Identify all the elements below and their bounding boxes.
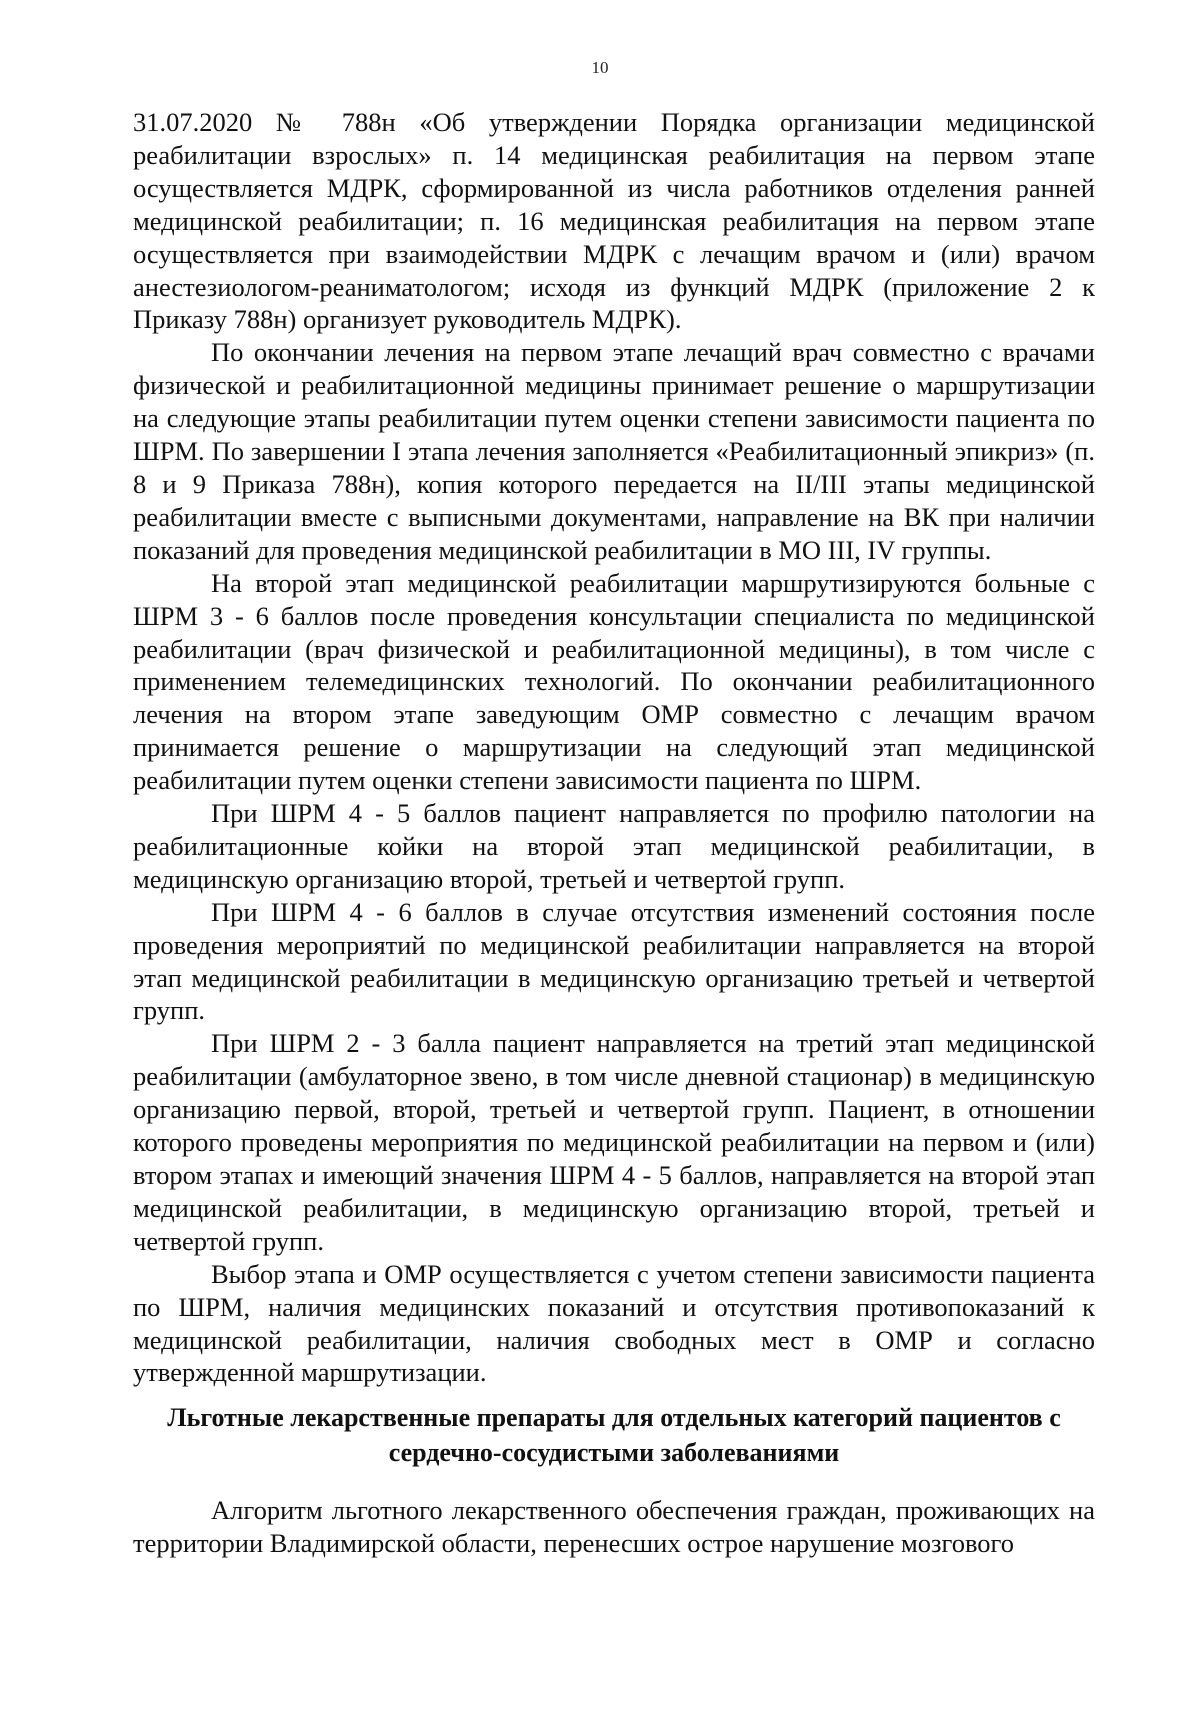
paragraph-algorithm: Алгоритм льготного лекарственного обеспечения граждан, проживающих на территории Владимирской области, перенесших острое нарушение мозгового — [133, 1495, 1095, 1558]
section-body — [133, 1494, 1095, 1560]
page-number: 10 — [591, 58, 609, 77]
paragraph-first-stage-routing: По окончании лечения на первом этапе лечащий врач совместно с врачами физической и реабилитационной медицины принимает решение о маршрутизации на следующие этапы реабилитации путем оценки степени зависимости пациента по ШРМ. По завершении I этапа лечения заполняется «Реабилитационный эпикриз» (п. 8 и 9 Приказа 788н), копия которого передается на II/III этапы медицинской реабилитации вместе с выписными документами, направление на ВК при наличии показаний для проведения медицинской реабилитации в МО III, IV группы. — [133, 337, 1095, 565]
paragraph-continuation: 31.07.2020 № 788н «Об утверждении Порядка организации медицинской реабилитации взрослых» п. 14 медицинская реабилитация на первом этапе осуществляется МДРК, сформированной из числа работников отделения ранней медицинской реабилитации; п. 16 медицинская реабилитация на первом этапе осуществляется при взаимодействии МДРК с лечащим врачом и (или) врачом анестезиологом-реаниматологом; исходя из функций МДРК (приложение 2 к Приказу 788н) организует руководитель МДРК). — [133, 107, 1095, 335]
paragraph-shrm-4-5: При ШРМ 4 - 5 баллов пациент направляется по профилю патологии на реабилитационные койки на второй этап медицинской реабилитации, в медицинскую организацию второй, третьей и четвертой групп. — [133, 798, 1095, 894]
section-heading-line-2: сердечно-сосудистыми заболеваниями — [388, 1438, 840, 1467]
paragraph-shrm-4-6: При ШРМ 4 - 6 баллов в случае отсутствия изменений состояния после проведения мероприятий по медицинской реабилитации направляется на второй этап медицинской реабилитации в медицинскую организацию третьей и четвертой групп. — [133, 896, 1095, 1026]
paragraph-stage-selection: Выбор этапа и ОМР осуществляется с учетом степени зависимости пациента по ШРМ, наличия медицинских показаний и отсутствия противопоказаний к медицинской реабилитации, наличия свободных мест в ОМР и согласно утвержденной маршрутизации. — [133, 1258, 1095, 1388]
section-heading-line-1: Льготные лекарственные препараты для отдельных категорий пациентов с — [167, 1403, 1061, 1432]
paragraph-shrm-2-3: При ШРМ 2 - 3 балла пациент направляется на третий этап медицинской реабилитации (амбулаторное звено, в том числе дневной стационар) в медицинскую организацию первой, второй, третьей и четвертой групп. Пациент, в отношении которого проведены мероприятия по медицинской реабилитации на первом и (или) втором этапах и имеющий значения ШРМ 4 - 5 баллов, направляется на второй этап медицинской реабилитации, в медицинскую организацию второй, третьей и четвертой групп. — [133, 1028, 1095, 1256]
section-heading — [133, 1400, 1095, 1470]
paragraph-second-stage: На второй этап медицинской реабилитации маршрутизируются больные с ШРМ 3 - 6 баллов после проведения консультации специалиста по медицинской реабилитации (врач физической и реабилитационной медицины), в том числе с применением телемедицинских технологий. По окончании реабилитационного лечения на втором этапе заведующим ОМР совместно с лечащим врачом принимается решение о маршрутизации на следующий этап медицинской реабилитации путем оценки степени зависимости пациента по ШРМ. — [133, 567, 1095, 796]
body-text — [133, 106, 1095, 1389]
